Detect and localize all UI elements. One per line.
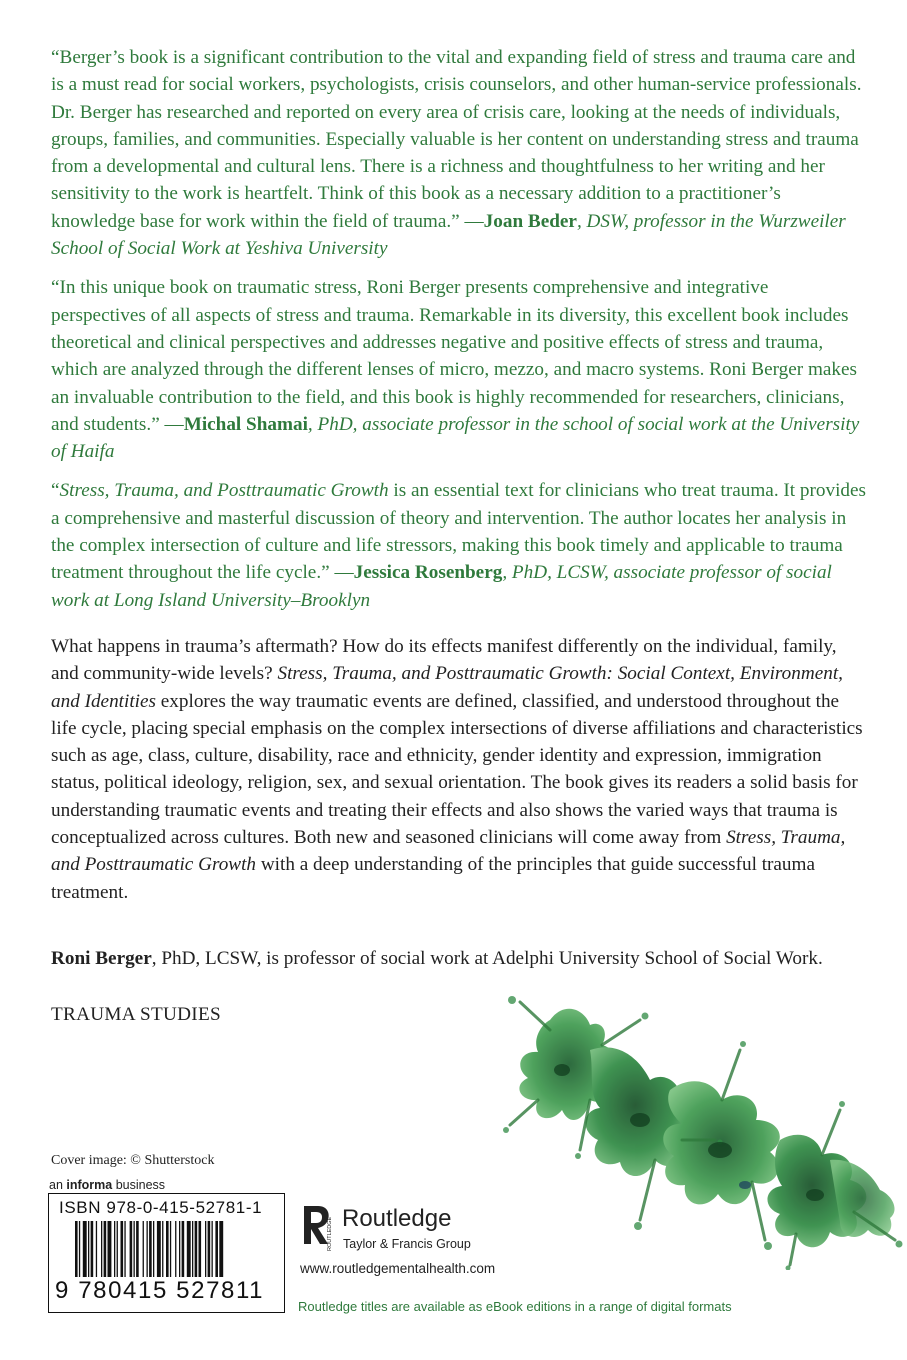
routledge-logo-icon bbox=[300, 1204, 334, 1252]
quote-book-title: Stress, Trauma, and Posttraumatic Growth bbox=[59, 480, 389, 502]
quote-author: Joan Beder bbox=[483, 210, 577, 232]
ink-splash-image bbox=[490, 990, 907, 1270]
quote-dash: — bbox=[159, 413, 184, 435]
book-description bbox=[51, 633, 866, 918]
quote-text: “In this unique book on traumatic stress, Roni Berger presents comprehensive and integrative perspectives of all aspects of stress and trauma. Remarkable in its diversity, this excellent book includes theoretical and clinical perspectives and addresses negative and positive effects of stress and trauma, which are analyzed through the different lenses of micro, mezzo, and macro systems. Roni Berger makes an invaluable contribution to the field, and this book is highly recommended for researchers, clinicians, and students.” bbox=[51, 277, 857, 435]
quote-credentials: , PhD, associate professor in the school of social work at the University of Haifa bbox=[51, 413, 860, 463]
barcode-icon bbox=[75, 1221, 273, 1277]
quote-text: “Berger’s book is a significant contribution to the vital and expanding field of stress and trauma care and is a must read for social workers, psychologists, crisis counselors, and other human-service professionals. Dr. Berger has researched and reported on every area of crisis care, looking at the needs of individuals, groups, families, and communities. Especially valuable is her content on understanding stress and trauma from a developmental and cultural lens. There is a richness and thoughtfulness to her writing and her sensitivity to the work is heartfelt. Think of this book as a necessary addition to a practitioner’s knowledge base for work within the field of trauma.” bbox=[51, 47, 862, 232]
endorsement-quote bbox=[51, 477, 866, 613]
author-name: Roni Berger bbox=[51, 948, 152, 969]
isbn-barcode bbox=[48, 1193, 285, 1313]
quote-author: Michal Shamai bbox=[183, 413, 308, 435]
informa-brand: informa bbox=[66, 1178, 113, 1192]
description-text: with a deep understanding of the principles that guide successful trauma treatment. bbox=[51, 854, 815, 903]
description-title: Stress, Trauma, and Posttraumatic Growth: Social Context, Environment, and Identities bbox=[51, 663, 843, 712]
routledge-logo-text: ROUTLEDGE bbox=[327, 1216, 333, 1251]
description-paragraph bbox=[51, 633, 866, 906]
informa-prefix: an bbox=[49, 1178, 67, 1192]
ebook-note: Routledge titles are available as eBook editions in a range of digital formats bbox=[298, 1299, 732, 1314]
quote-author: Jessica Rosenberg bbox=[353, 562, 503, 584]
quote-text: is an essential text for clinicians who treat trauma. It provides a comprehensive and masterful discussion of theory and intervention. The author locates her analysis in the complex intersection of culture and life stressors, making this book timely and applicable to trauma treatment throughout the life cycle.” bbox=[51, 480, 867, 584]
endorsement-quote bbox=[51, 44, 866, 262]
author-bio bbox=[51, 945, 866, 972]
description-title: Stress, Trauma, and Posttraumatic Growth bbox=[51, 827, 846, 876]
quote-dash: — bbox=[459, 210, 484, 232]
quote-dash: — bbox=[329, 562, 354, 584]
isbn-barcode-digits: 9 780415 527811 bbox=[55, 1277, 265, 1304]
description-text: What happens in trauma’s aftermath? How do its effects manifest differently on the individual, family, and community-wide levels? bbox=[51, 636, 837, 685]
series-label: TRAUMA STUDIES bbox=[51, 1004, 221, 1025]
description-text: explores the way traumatic events are defined, classified, and understood throughout the life cycle, placing special emphasis on the complex intersections of diverse affiliations and characteristics such as age, class, culture, disability, race and ethnicity, gender identity and expression, immigration status, political ideology, religion, sex, and sexual orientation. The book gives its readers a solid basis for understanding traumatic events and treating their effects and also shows the varied ways that trauma is conceptualized across cultures. Both new and seasoned clinicians will come away from bbox=[51, 690, 863, 849]
publisher-name: Routledge bbox=[342, 1205, 452, 1232]
endorsement-quote bbox=[51, 274, 866, 465]
quote-open: “ bbox=[51, 480, 60, 502]
isbn-number: ISBN 978-0-415-52781-1 bbox=[59, 1198, 263, 1217]
quote-credentials: , DSW, professor in the Wurzweiler School of Social Work at Yeshiva University bbox=[51, 210, 846, 260]
author-bio-text: , PhD, LCSW, is professor of social work at Adelphi University School of Social Work. bbox=[151, 948, 823, 969]
quote-credentials: , PhD, LCSW, associate professor of social work at Long Island University–Brooklyn bbox=[51, 562, 832, 611]
publisher-group: Taylor & Francis Group bbox=[343, 1237, 471, 1251]
informa-suffix: business bbox=[112, 1178, 166, 1192]
publisher-url[interactable]: www.routledgementalhealth.com bbox=[300, 1261, 496, 1276]
endorsements bbox=[51, 44, 866, 626]
cover-image-credit: Cover image: © Shutterstock bbox=[51, 1153, 215, 1168]
informa-business-label bbox=[49, 1178, 165, 1192]
